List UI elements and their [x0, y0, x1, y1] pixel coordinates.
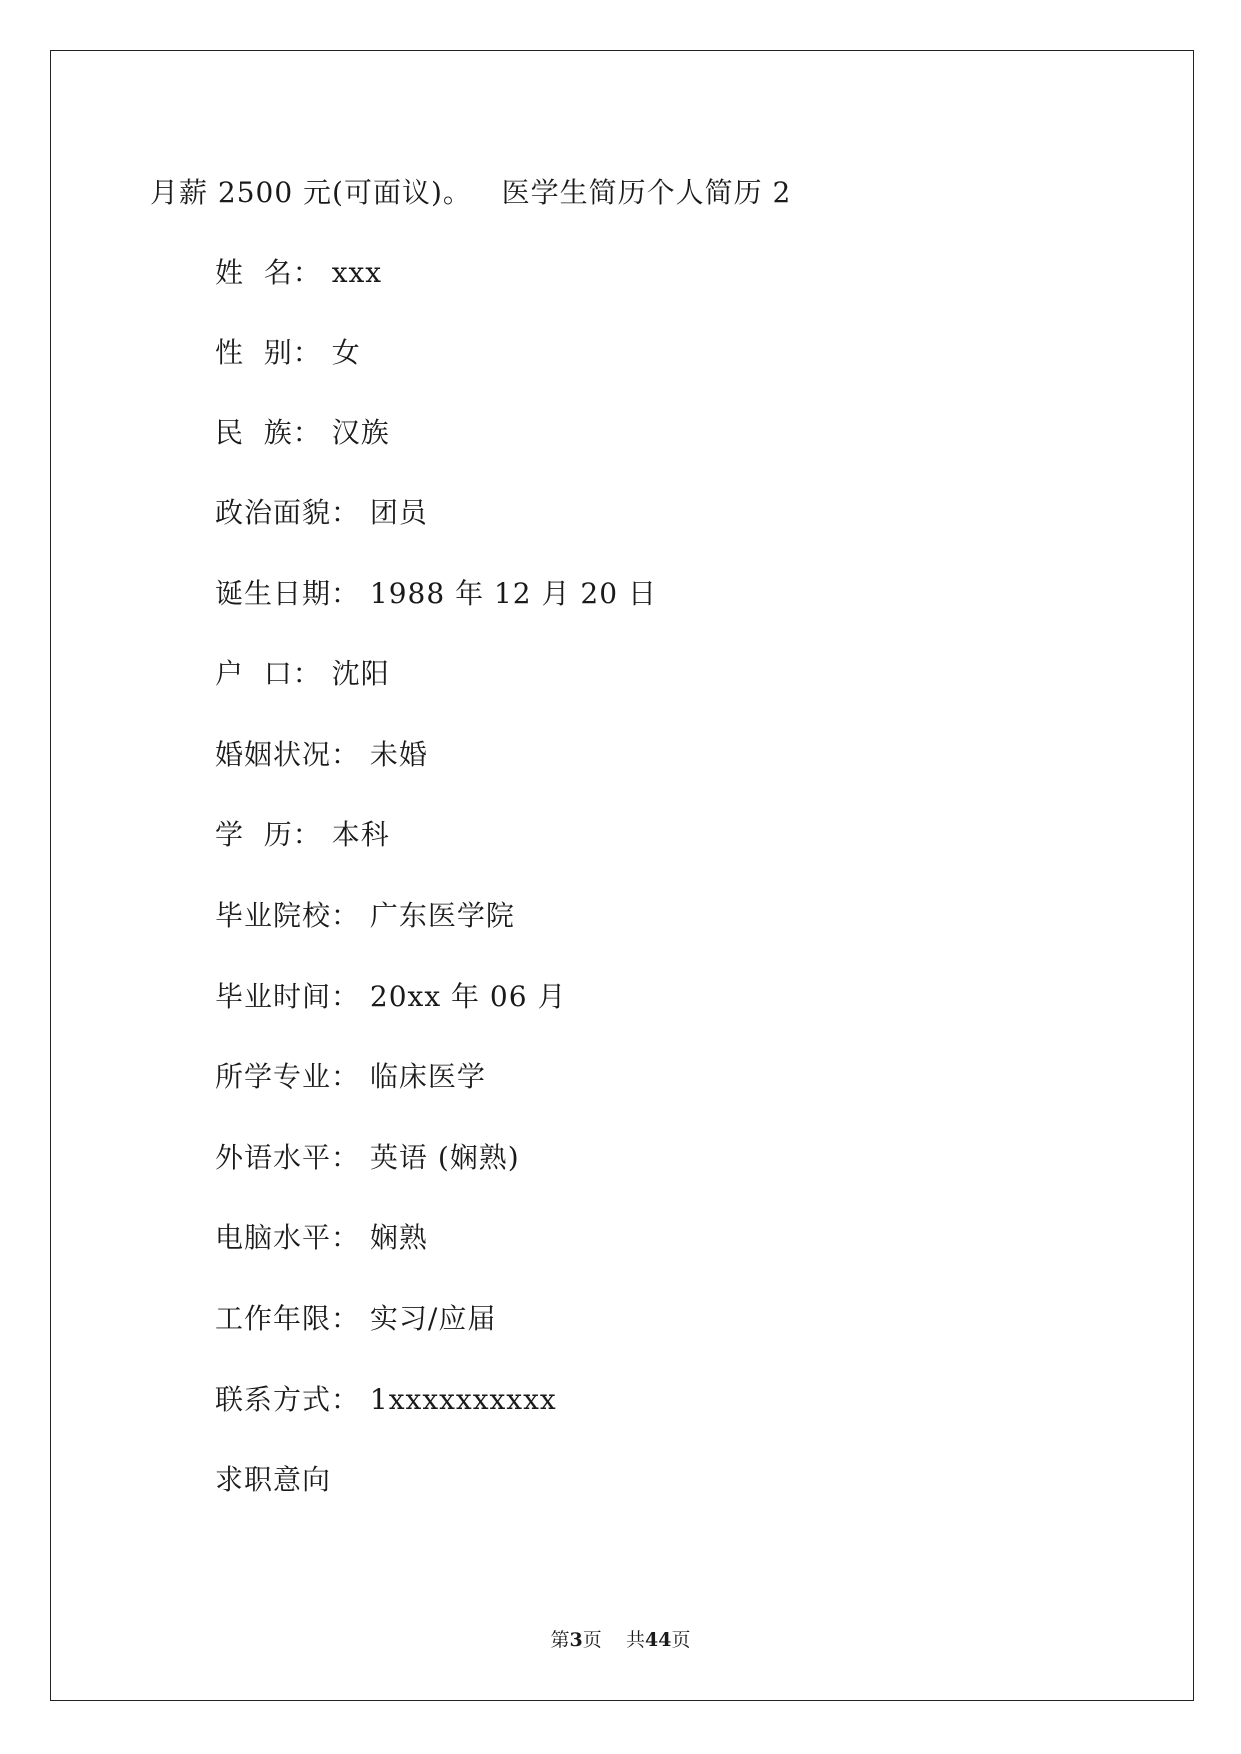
- field-name: [215, 255, 382, 291]
- field-contact: [215, 1382, 557, 1418]
- field-major: [215, 1059, 486, 1095]
- field-label: 诞生日期：: [215, 577, 361, 610]
- field-value: 娴熟: [369, 1221, 428, 1254]
- page-number: 3: [569, 1629, 583, 1651]
- field-language-level: [215, 1140, 520, 1176]
- field-hukou: [215, 656, 390, 692]
- field-label: 姓 名：: [215, 256, 322, 289]
- field-value: 团员: [369, 496, 428, 529]
- field-label: 民 族：: [215, 416, 322, 449]
- field-value: 汉族: [331, 416, 390, 449]
- field-computer-level: [215, 1220, 428, 1256]
- field-value: 20xx 年 06 月: [369, 980, 567, 1013]
- field-label: 学 历：: [215, 818, 322, 851]
- field-label: 工作年限：: [215, 1302, 361, 1335]
- field-value: 实习/应届: [369, 1302, 497, 1335]
- total-prefix: 共: [625, 1629, 645, 1651]
- field-political-status: [215, 495, 428, 531]
- field-birth-date: [215, 576, 657, 612]
- total-suffix: 页: [671, 1629, 691, 1651]
- field-value: 女: [331, 336, 361, 369]
- page-suffix: 页: [582, 1629, 602, 1651]
- field-label: 性 别：: [215, 336, 322, 369]
- field-label: 联系方式：: [215, 1383, 361, 1416]
- field-ethnicity: [215, 415, 390, 451]
- field-label: 毕业院校：: [215, 899, 361, 932]
- field-value: 沈阳: [331, 657, 390, 690]
- field-school: [215, 898, 515, 934]
- field-value: 英语 (娴熟): [369, 1141, 520, 1174]
- field-graduation-date: [215, 979, 566, 1015]
- field-label: 政治面貌：: [215, 496, 361, 529]
- field-value: 1xxxxxxxxxx: [369, 1383, 557, 1416]
- field-marital-status: [215, 737, 428, 773]
- field-label: 外语水平：: [215, 1141, 361, 1174]
- section-heading-job-intention: 求职意向: [215, 1463, 332, 1496]
- page-prefix: 第: [550, 1629, 570, 1651]
- field-value: 本科: [331, 818, 390, 851]
- page-footer: [0, 1628, 1241, 1652]
- page-border: [50, 50, 1194, 1701]
- total-pages: 44: [644, 1629, 672, 1651]
- field-value: 临床医学: [369, 1060, 486, 1093]
- field-label: 所学专业：: [215, 1060, 361, 1093]
- field-value: 未婚: [369, 738, 428, 771]
- field-value: 1988 年 12 月 20 日: [369, 577, 657, 610]
- field-label: 毕业时间：: [215, 980, 361, 1013]
- field-education: [215, 817, 390, 853]
- field-label: 婚姻状况：: [215, 738, 361, 771]
- field-work-experience: [215, 1301, 496, 1337]
- field-value: 广东医学院: [369, 899, 515, 932]
- field-label: 电脑水平：: [215, 1221, 361, 1254]
- field-label: 户 口：: [215, 657, 322, 690]
- field-value: xxx: [331, 256, 383, 289]
- intro-line: 月薪 2500 元(可面议)。 医学生简历个人简历 2: [150, 176, 792, 209]
- field-gender: [215, 335, 361, 371]
